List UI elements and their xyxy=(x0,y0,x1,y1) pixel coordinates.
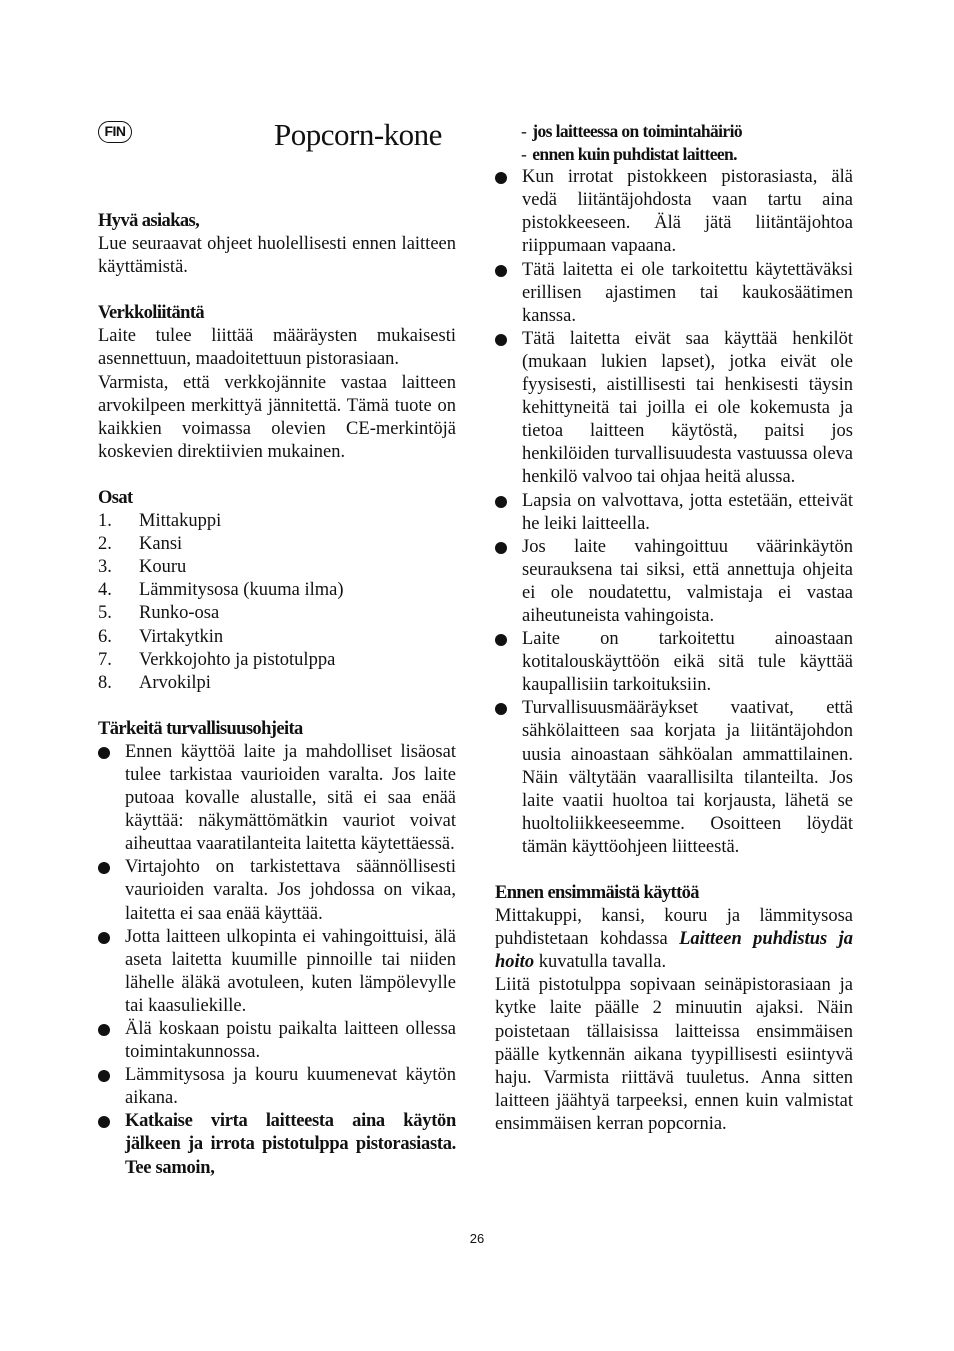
greeting-heading: Hyvä asiakas, xyxy=(98,211,200,231)
bullet-dot-icon xyxy=(495,634,507,646)
safety-bullet: Jos laite vahingoittuu väärinkäytön seurauksena tai siksi, että annettuja ohjeita ei ole noudatettu, valmistaja ei vastaa aiheutuneista vahingoista. xyxy=(495,536,853,628)
first-use-text-2: Liitä pistotulppa sopivaan seinäpistorasiaan ja kytke laite päälle 2 minuutin ajaksi. Näin poistetaan tällaisissa laitteissa ensimmäisen päälle kytkennän aikana tyypillisesti esiintyvä haju. Varmista riittävä tuuletus. Anna sitten laitteen jäähtyä tarpeeksi, ennen kuin valmistat ensimmäisen kerran popcornia. xyxy=(495,975,853,1134)
safety-list-right xyxy=(495,166,853,859)
parts-list xyxy=(98,510,456,695)
parts-heading: Osat xyxy=(98,487,133,508)
connection-text-1: Laite tulee liittää määräysten mukaisesti asennettuun, maadoitettuun pistorasiaan. xyxy=(98,326,456,370)
bullet-dot-icon xyxy=(495,265,507,277)
bullet-dot-icon xyxy=(98,862,110,874)
parts-list-item: 3. Kouru xyxy=(98,557,187,578)
safety-bullet: Lämmitysosa ja kouru kuumenevat käytön aikana. xyxy=(98,1064,456,1110)
right-column xyxy=(495,120,853,1136)
greeting-text: Lue seuraavat ohjeet huolellisesti ennen laitteen käyttämistä. xyxy=(98,234,456,278)
connection-heading: Verkkoliitäntä xyxy=(98,303,205,324)
bullet-dot-icon xyxy=(98,932,110,944)
safety-list-left xyxy=(98,741,456,1180)
parts-list-item: 8. Arvokilpi xyxy=(98,672,211,693)
parts-list-item: 7. Verkkojohto ja pistotulppa xyxy=(98,649,336,670)
bullet-dot-icon xyxy=(98,1070,110,1082)
left-column xyxy=(98,210,456,1180)
bullet-dot-icon xyxy=(98,747,110,759)
page-title: Popcorn-kone xyxy=(274,117,442,152)
safety-bullet: Ennen käyttöä laite ja mahdolliset lisäosat tulee tarkistaa vaurioiden varalta. Jos laite putoaa kovalle alustalle, sitä ei saa enää käyttää: näkymättömätkin vauriot voivat aiheuttaa vaaratilanteita laitetta käytettäessä. xyxy=(98,741,456,856)
bullet-dot-icon xyxy=(495,542,507,554)
bullet-dot-icon xyxy=(495,496,507,508)
parts-list-item: 5. Runko-osa xyxy=(98,603,220,624)
bullet-dot-icon xyxy=(98,1116,110,1128)
safety-bullet: Virtajohto on tarkistettava säännöllisesti vaurioiden varalta. Jos johdossa on vikaa, laitetta ei saa enää käyttää. xyxy=(98,856,456,925)
bullet-dot-icon xyxy=(98,1024,110,1036)
first-use-heading: Ennen ensimmäistä käyttöä xyxy=(495,883,699,903)
dash-item: - ennen kuin puhdistat laitteen. xyxy=(521,144,737,165)
parts-list-item: 2. Kansi xyxy=(98,534,183,555)
safety-bullet: Laite on tarkoitettu ainoastaan kotitalouskäyttöön eikä sitä tule käyttää kaupallisiin tarkoituksiin. xyxy=(495,628,853,697)
safety-bullet: Lapsia on valvottava, jotta estetään, etteivät he leiki laitteella. xyxy=(495,490,853,536)
parts-list-item: 6. Virtakytkin xyxy=(98,626,224,647)
dash-item: - jos laitteessa on toimintahäiriö xyxy=(521,121,742,141)
first-use-text-1: Mittakuppi, kansi, kouru ja lämmitysosa puhdistetaan kohdassa Laitteen puhdistus ja hoito kuvatulla tavalla. xyxy=(495,906,853,973)
safety-bullet: Turvallisuusmääräykset vaativat, että sähkölaitteen saa korjata ja liitäntäjohdon uusia ainoastaan sähköalan ammattilainen. Näin vältytään vaarallisilta tilanteilta. Jos laite vaatii huoltoa tai korjausta, lähetä se huoltoliikkeeseemme. Osoitteen löydät tämän käyttöohjeen liitteestä. xyxy=(495,697,853,859)
safety-bullet: Jotta laitteen ulkopinta ei vahingoittuisi, älä aseta laitetta kuumille pinnoille tai niiden lähelle äläkä avotuleen, kuten lämpölevylle tai kaasuliekille. xyxy=(98,926,456,1018)
parts-list-item: 1. Mittakuppi xyxy=(98,511,222,532)
safety-heading: Tärkeitä turvallisuusohjeita xyxy=(98,718,303,739)
safety-bullet-bold: Katkaise virta laitteesta aina käytön jälkeen ja irrota pistotulppa pistorasiasta. Tee samoin, xyxy=(98,1110,456,1179)
page-number: 26 xyxy=(469,1231,485,1246)
bullet-dot-icon xyxy=(495,334,507,346)
bullet-dot-icon xyxy=(495,703,507,715)
connection-text-2: Varmista, että verkkojännite vastaa laitteen arvokilpeen merkittyä jännitettä. Tämä tuote on kaikkien voimassa olevien CE-merkintöjä koskevien direktiivien mukainen. xyxy=(98,372,456,462)
parts-list-item: 4. Lämmitysosa (kuuma ilma) xyxy=(98,580,344,601)
bullet-dot-icon xyxy=(495,172,507,184)
language-badge: FIN xyxy=(98,121,132,143)
safety-bullet: Älä koskaan poistu paikalta laitteen ollessa toimintakunnossa. xyxy=(98,1018,456,1064)
safety-bullet: Tätä laitetta ei ole tarkoitettu käytettäväksi erillisen ajastimen tai kaukosäätimen kanssa. xyxy=(495,259,853,328)
safety-bullet: Tätä laitetta eivät saa käyttää henkilöt (mukaan lukien lapset), jotka eivät ole fyysisesti, aistillisesti tai henkisesti täysin kehittyneitä tai joilla ei ole kokemusta ja tietoa laitteen käytöstä, paitsi jos henkilöiden turvallisuudesta vastuussa oleva henkilö valvoo tai ohjaa heitä alussa. xyxy=(495,328,853,490)
safety-bullet: Kun irrotat pistokkeen pistorasiasta, älä vedä liitäntäjohdosta vaan tartu aina pistokkeeseen. Älä jätä liitäntäjohtoa riippumaan vapaana. xyxy=(495,166,853,258)
